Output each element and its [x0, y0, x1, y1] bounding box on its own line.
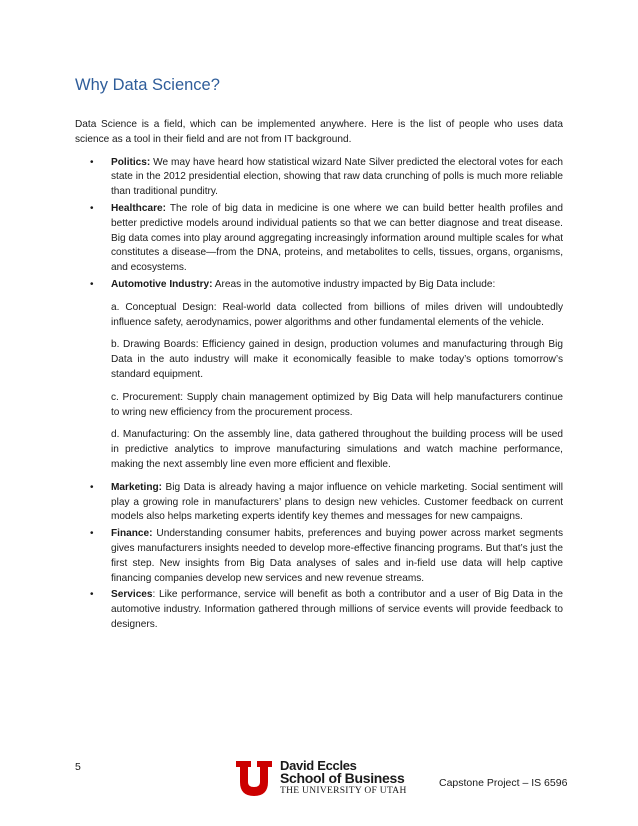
bullet-icon: • — [90, 481, 94, 493]
bullet-text: : Like performance, service will benefit as both a contributor and a user of Big Data in the automotive industry. Information gathered through millions of service events will provide feedback to designers. — [111, 589, 563, 630]
subitem-conceptual-design: a. Conceptual Design: Real-world data collected from billions of miles driven will undoubtedly influence safety, aerodynamics, power algorithms and other fundamental elements of the vehicle. — [111, 301, 563, 328]
logo-text-line1: David Eccles — [280, 758, 357, 773]
list-item-politics — [75, 156, 563, 200]
list-item-healthcare — [75, 202, 563, 276]
bullet-text: We may have heard how statistical wizard Nate Silver predicted the electoral votes for each state in the 2012 presidential election, showing that raw data crunching of polls is much more reliable than traditional punditry. — [111, 156, 563, 198]
bullet-icon: • — [90, 528, 94, 540]
footer-project-label: Capstone Project – IS 6596 — [439, 777, 568, 789]
bullet-term: Politics: — [111, 156, 151, 168]
bullet-term: Automotive Industry: — [111, 278, 213, 290]
bullet-text: Big Data is already having a major influence on vehicle marketing. Social sentiment will play a growing role in manufacturers’ plans to design new vehicles. Customer feedback on current models also helps marketing experts identify key themes and messages for new campaigns. — [111, 481, 563, 523]
bullet-term: Marketing: — [111, 481, 163, 493]
school-logo — [234, 758, 414, 800]
bullet-term: Healthcare: — [111, 202, 166, 214]
bullet-text: Understanding consumer habits, preferences and buying power across market segments gives manufacturers insights needed to develop more-effective financing programs. But that’s just the first step. New insights from Big Data analyses of sales and in-field use data will help captive financing companies develop new services and new revenue streams. — [111, 528, 563, 584]
bullet-icon: • — [90, 589, 94, 601]
list-item-marketing — [75, 481, 563, 525]
subitem-drawing-boards: b. Drawing Boards: Efficiency gained in design, production volumes and manufacturing through Big Data in the auto industry will make it economically feasible to make today’s options tomorrow’s standard equipment. — [111, 339, 563, 380]
list-item-services — [75, 588, 563, 632]
bullet-icon: • — [90, 156, 94, 168]
list-item-finance — [75, 527, 563, 586]
bullet-icon: • — [90, 278, 94, 290]
list-item-automotive — [75, 278, 563, 473]
page-heading: Why Data Science? — [75, 76, 220, 94]
automotive-subitems — [111, 301, 563, 473]
bullet-text: The role of big data in medicine is one where we can build better health profiles and better predictive models around individual patients so that we can better diagnose and treat disease. Big data comes into play around aggregating increasingly information around multiple scales for what constitutes a disease—from the DNA, proteins, and metabolites to cells, tissues, organs, organisms, and ecosystems. — [111, 202, 563, 274]
university-u-logo-icon — [234, 758, 274, 798]
body-content — [75, 118, 563, 635]
bullet-term: Finance: — [111, 528, 153, 540]
bullet-text: Areas in the automotive industry impacted by Big Data include: — [212, 278, 496, 290]
bullet-list — [75, 156, 563, 633]
bullet-term: Services — [111, 589, 153, 601]
bullet-icon: • — [90, 202, 94, 214]
subitem-procurement: c. Procurement: Supply chain management optimized by Big Data will help manufacturers continue to wring new efficiency from the procurement process. — [111, 391, 563, 418]
logo-text-line2: School of Business — [280, 770, 405, 786]
subitem-manufacturing: d. Manufacturing: On the assembly line, data gathered throughout the building process will be used in predictive analytics to improve manufacturing simulations and watch machine performance, making the next assembly line even more efficient and flexible. — [111, 429, 563, 470]
intro-paragraph: Data Science is a field, which can be implemented anywhere. Here is the list of people who uses data science as a tool in their field and are not from IT background. — [75, 119, 563, 145]
logo-text-line3: THE UNIVERSITY OF UTAH — [280, 786, 407, 796]
page-number: 5 — [75, 761, 81, 773]
